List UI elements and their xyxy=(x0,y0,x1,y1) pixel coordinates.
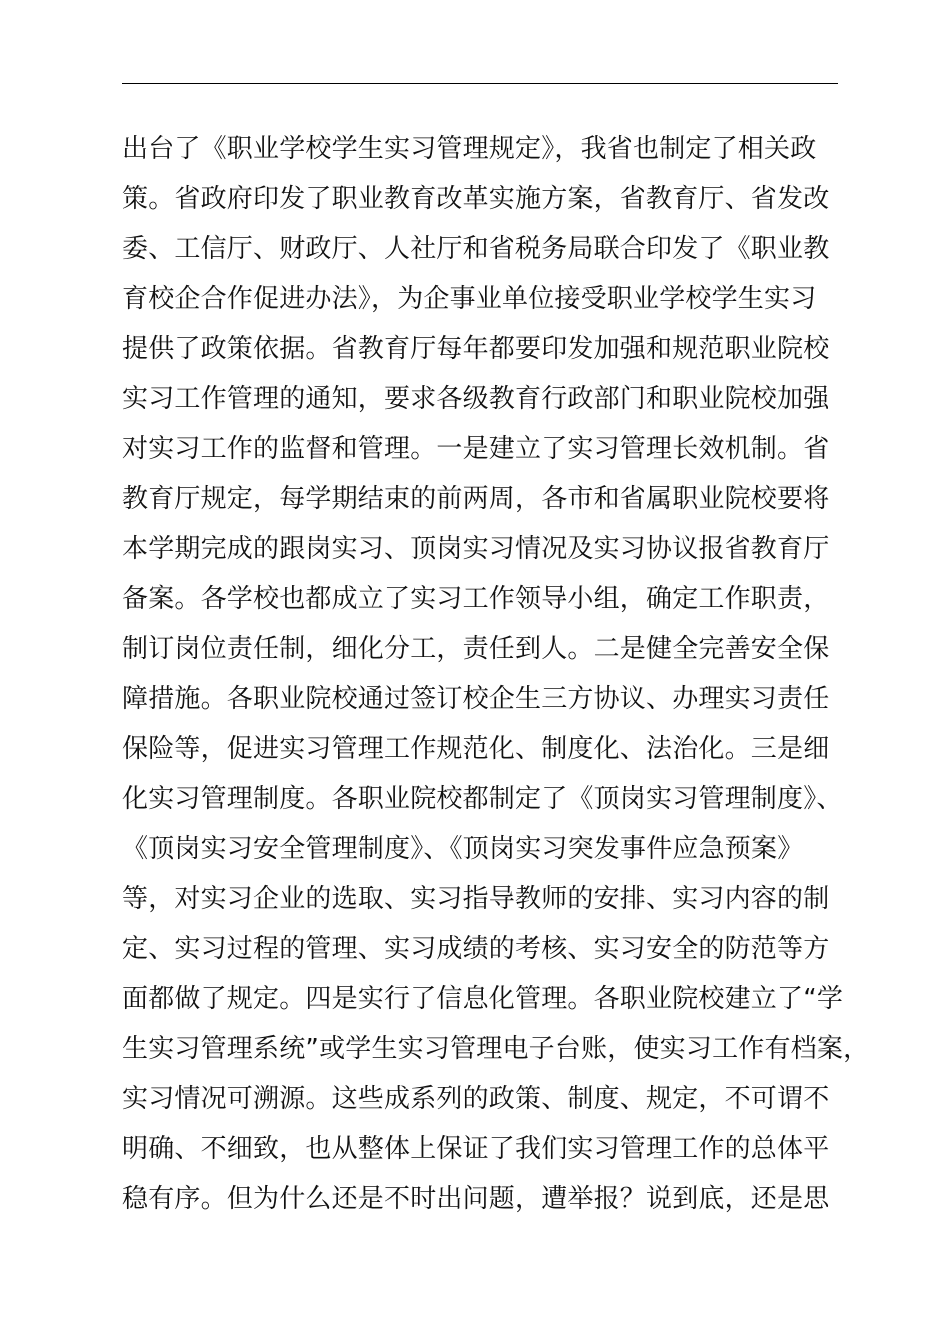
text-line: 化实习管理制度。各职业院校都制定了《顶岗实习管理制度》、 xyxy=(122,784,843,814)
text-line: 对实习工作的监督和管理。一是建立了实习管理长效机制。省 xyxy=(122,434,830,464)
text-line: 生实习管理系统”或学生实习管理电子台账，使实习工作有档案， xyxy=(122,1034,870,1064)
text-line: 等，对实习企业的选取、实习指导教师的安排、实习内容的制 xyxy=(122,884,830,914)
header-rule xyxy=(122,83,838,84)
text-line: 稳有序。但为什么还是不时出问题，遭举报？说到底，还是思 xyxy=(122,1184,830,1214)
text-line: 本学期完成的跟岗实习、顶岗实习情况及实习协议报省教育厅 xyxy=(122,534,830,564)
text-line: 《顶岗实习安全管理制度》、《顶岗实习突发事件应急预案》 xyxy=(122,834,804,864)
text-line: 保险等，促进实习管理工作规范化、制度化、法治化。三是细 xyxy=(122,734,830,764)
text-line: 备案。各学校也都成立了实习工作领导小组，确定工作职责， xyxy=(122,584,830,614)
text-line: 实习情况可溯源。这些成系列的政策、制度、规定，不可谓不 xyxy=(122,1084,830,1114)
text-line: 制订岗位责任制，细化分工，责任到人。二是健全完善安全保 xyxy=(122,634,830,664)
text-line: 面都做了规定。四是实行了信息化管理。各职业院校建立了“学 xyxy=(122,984,844,1014)
text-line: 明确、不细致，也从整体上保证了我们实习管理工作的总体平 xyxy=(122,1134,830,1164)
text-line: 育校企合作促进办法》，为企事业单位接受职业学校学生实习 xyxy=(122,284,817,314)
text-line: 实习工作管理的通知，要求各级教育行政部门和职业院校加强 xyxy=(122,384,830,414)
text-line: 定、实习过程的管理、实习成绩的考核、实习安全的防范等方 xyxy=(122,934,830,964)
text-line: 障措施。各职业院校通过签订校企生三方协议、办理实习责任 xyxy=(122,684,830,714)
text-line: 出台了《职业学校学生实习管理规定》，我省也制定了相关政 xyxy=(122,134,817,164)
text-line: 委、工信厅、财政厅、人社厅和省税务局联合印发了《职业教 xyxy=(122,234,830,264)
text-line: 教育厅规定，每学期结束的前两周，各市和省属职业院校要将 xyxy=(122,484,830,514)
text-line: 策。省政府印发了职业教育改革实施方案，省教育厅、省发改 xyxy=(122,184,830,214)
text-line: 提供了政策依据。省教育厅每年都要印发加强和规范职业院校 xyxy=(122,334,830,364)
body-paragraph xyxy=(122,124,870,1224)
